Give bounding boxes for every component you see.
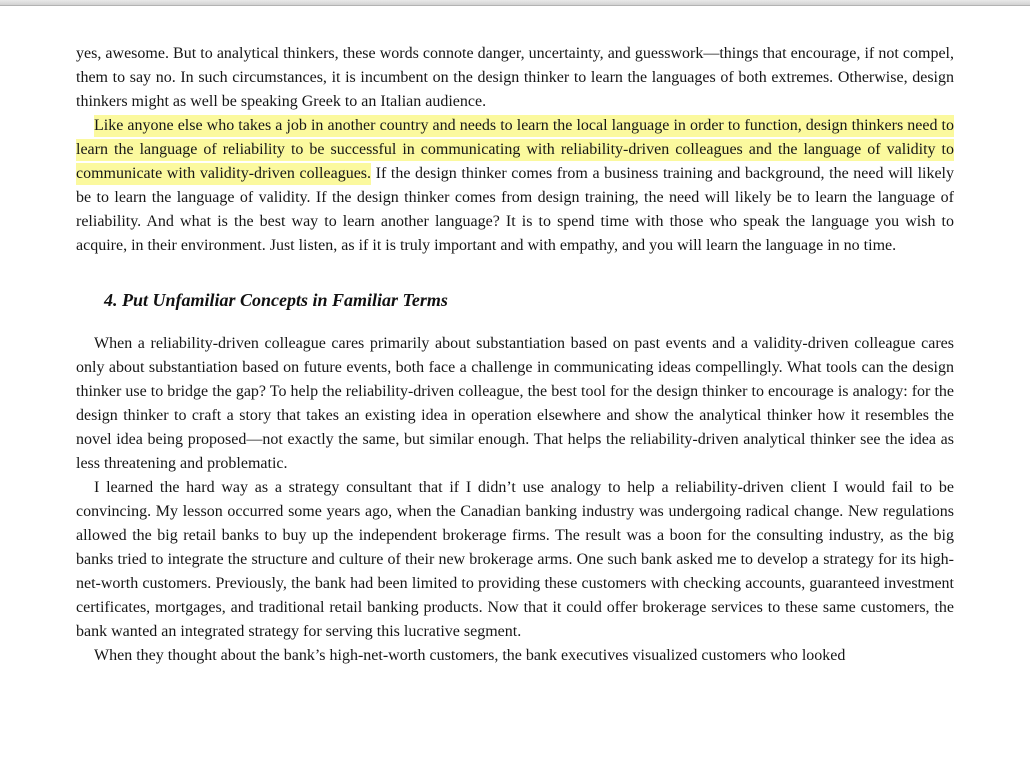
text-segment: yes, awesome. But to analytical thinkers, these words connote danger, uncertainty, and guesswork—things that encourage, if not compel, them to say no. In such circumstances, it is incumbent on the design thinker to learn the languages of both extremes. Otherwise, design thinkers might as well be speaking Greek to an Italian audience. bbox=[76, 45, 954, 110]
text-segment: If the design thinker comes from a business training and background, the need will likely be to learn the language of validity. If the design thinker comes from design training, the need will likely be to learn the language of reliability. And what is the best way to learn another language? It is to spend time with those who speak the language you wish to acquire, in their environment. Just listen, as if it is truly important and with empathy, and you will learn the language in no time. bbox=[76, 165, 955, 254]
text-segment: When they thought about the bank’s high-net-worth customers, the bank executives visualized customers who looked bbox=[94, 647, 846, 664]
page-content bbox=[76, 6, 954, 668]
section-heading: 4. Put Unfamiliar Concepts in Familiar Terms bbox=[104, 290, 448, 310]
paragraph bbox=[76, 476, 954, 644]
paragraph bbox=[76, 644, 954, 668]
highlighted-text: Like anyone else who takes a job in another country and needs to learn the local language in order to function, design thinkers need to learn the language of reliability to be successful in communicating with reliability-driven colleagues and the language of validity to communicate with validity-driven colleagues. bbox=[76, 115, 954, 185]
text-segment: I learned the hard way as a strategy consultant that if I didn’t use analogy to help a reliability-driven client I would fail to be convincing. My lesson occurred some years ago, when the Canadian banking industry was undergoing radical change. New regulations allowed the big retail banks to buy up the independent brokerage firms. The result was a boon for the consulting industry, as the big banks tried to integrate the structure and culture of their new brokerage arms. One such bank asked me to develop a strategy for its high-net-worth customers. Previously, the bank had been limited to providing these customers with checking accounts, guaranteed investment certificates, mortgages, and traditional retail banking products. Now that it could offer brokerage services to these same customers, the bank wanted an integrated strategy for serving this lucrative segment. bbox=[76, 479, 954, 640]
paragraph bbox=[76, 42, 954, 114]
paragraph bbox=[76, 332, 954, 476]
text-segment: When a reliability-driven colleague cares primarily about substantiation based on past events and a validity-driven colleague cares only about substantiation based on future events, both face a challenge in communicating ideas compellingly. What tools can the design thinker use to bridge the gap? To help the reliability-driven colleague, the best tool for the design thinker to encourage is analogy: for the design thinker to craft a story that takes an existing idea in operation elsewhere and show the analytical thinker how it resembles the novel idea being proposed—not exactly the same, but similar enough. That helps the reliability-driven analytical thinker see the idea as less threatening and problematic. bbox=[76, 335, 954, 472]
paragraph bbox=[76, 114, 954, 258]
document-page bbox=[0, 6, 1030, 765]
